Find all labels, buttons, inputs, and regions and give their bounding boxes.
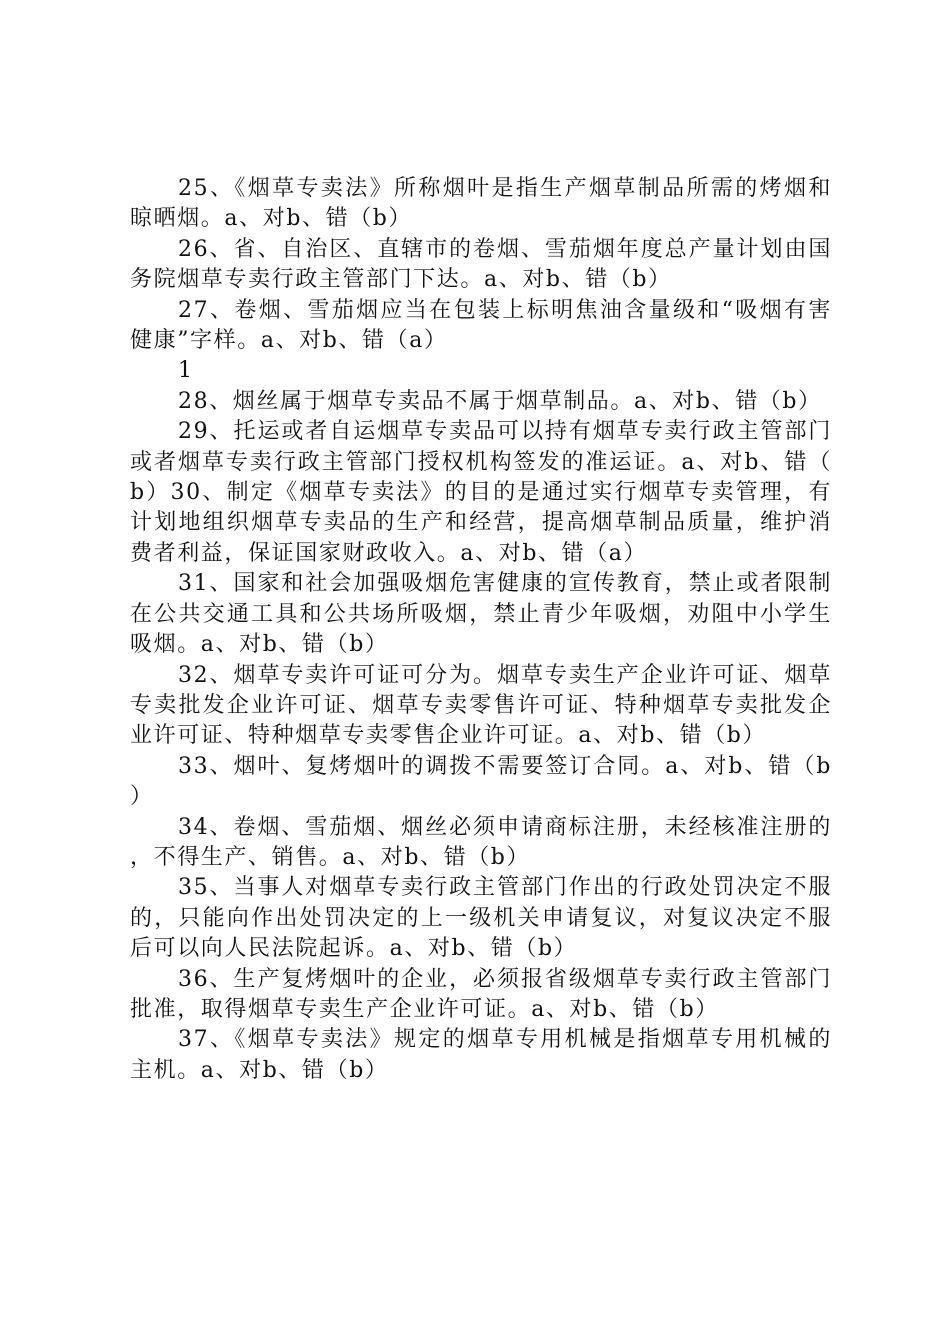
question-37: 37、《烟草专卖法》规定的烟草专用机械是指烟草专用机械的主机。a、对b、错（b） (130, 1027, 832, 1083)
question-31: 31、国家和社会加强吸烟危害健康的宣传教育，禁止或者限制在公共交通工具和公共场所吸烟，禁止青少年吸烟，劝阻中小学生吸烟。a、对b、错（b） (130, 571, 832, 658)
document-body (130, 174, 832, 1086)
question-36: 36、生产复烤烟叶的企业，必须报省级烟草专卖行政主管部门批准，取得烟草专卖生产企业许可证。a、对b、错（b） (130, 966, 832, 1022)
question-33: 33、烟叶、复烤烟叶的调拨不需要签订合同。a、对b、错（b） (130, 753, 832, 810)
page-number: 1 (178, 358, 194, 384)
question-27: 27、卷烟、雪茄烟应当在包装上标明焦油含量级和“吸烟有害健康”字样。a、对b、错（a） (130, 297, 832, 354)
question-25: 25、《烟草专卖法》所称烟叶是指生产烟草制品所需的烤烟和晾晒烟。a、对b、错（b） (130, 176, 832, 232)
question-32: 32、烟草专卖许可证可分为。烟草专卖生产企业许可证、烟草专卖批发企业许可证、烟草专卖零售许可证、特种烟草专卖批发企业许可证、特种烟草专卖零售企业许可证。a、对b、错（b） (130, 662, 832, 749)
question-35: 35、当事人对烟草专卖行政主管部门作出的行政处罚决定不服的，只能向作出处罚决定的上一级机关申请复议，对复议决定不服后可以向人民法院起诉。a、对b、错（b） (130, 875, 832, 962)
question-28: 28、烟丝属于烟草专卖品不属于烟草制品。a、对b、错（b） (178, 388, 822, 414)
question-29-30: 29、托运或者自运烟草专卖品可以持有烟草专卖行政主管部门或者烟草专卖行政主管部门授权机构签发的准运证。a、对b、错（b）30、制定《烟草专卖法》的目的是通过实行烟草专卖管理，有计划地组织烟草专卖品的生产和经营，提高烟草制品质量，维护消费者利益，保证国家财政收入。a、对b、错（a） (130, 419, 832, 566)
question-34: 34、卷烟、雪茄烟、烟丝必须申请商标注册，未经核准注册的，不得生产、销售。a、对b、错（b） (130, 814, 832, 870)
question-26: 26、省、自治区、直辖市的卷烟、雪茄烟年度总产量计划由国务院烟草专卖行政主管部门下达。a、对b、错（b） (130, 236, 832, 293)
